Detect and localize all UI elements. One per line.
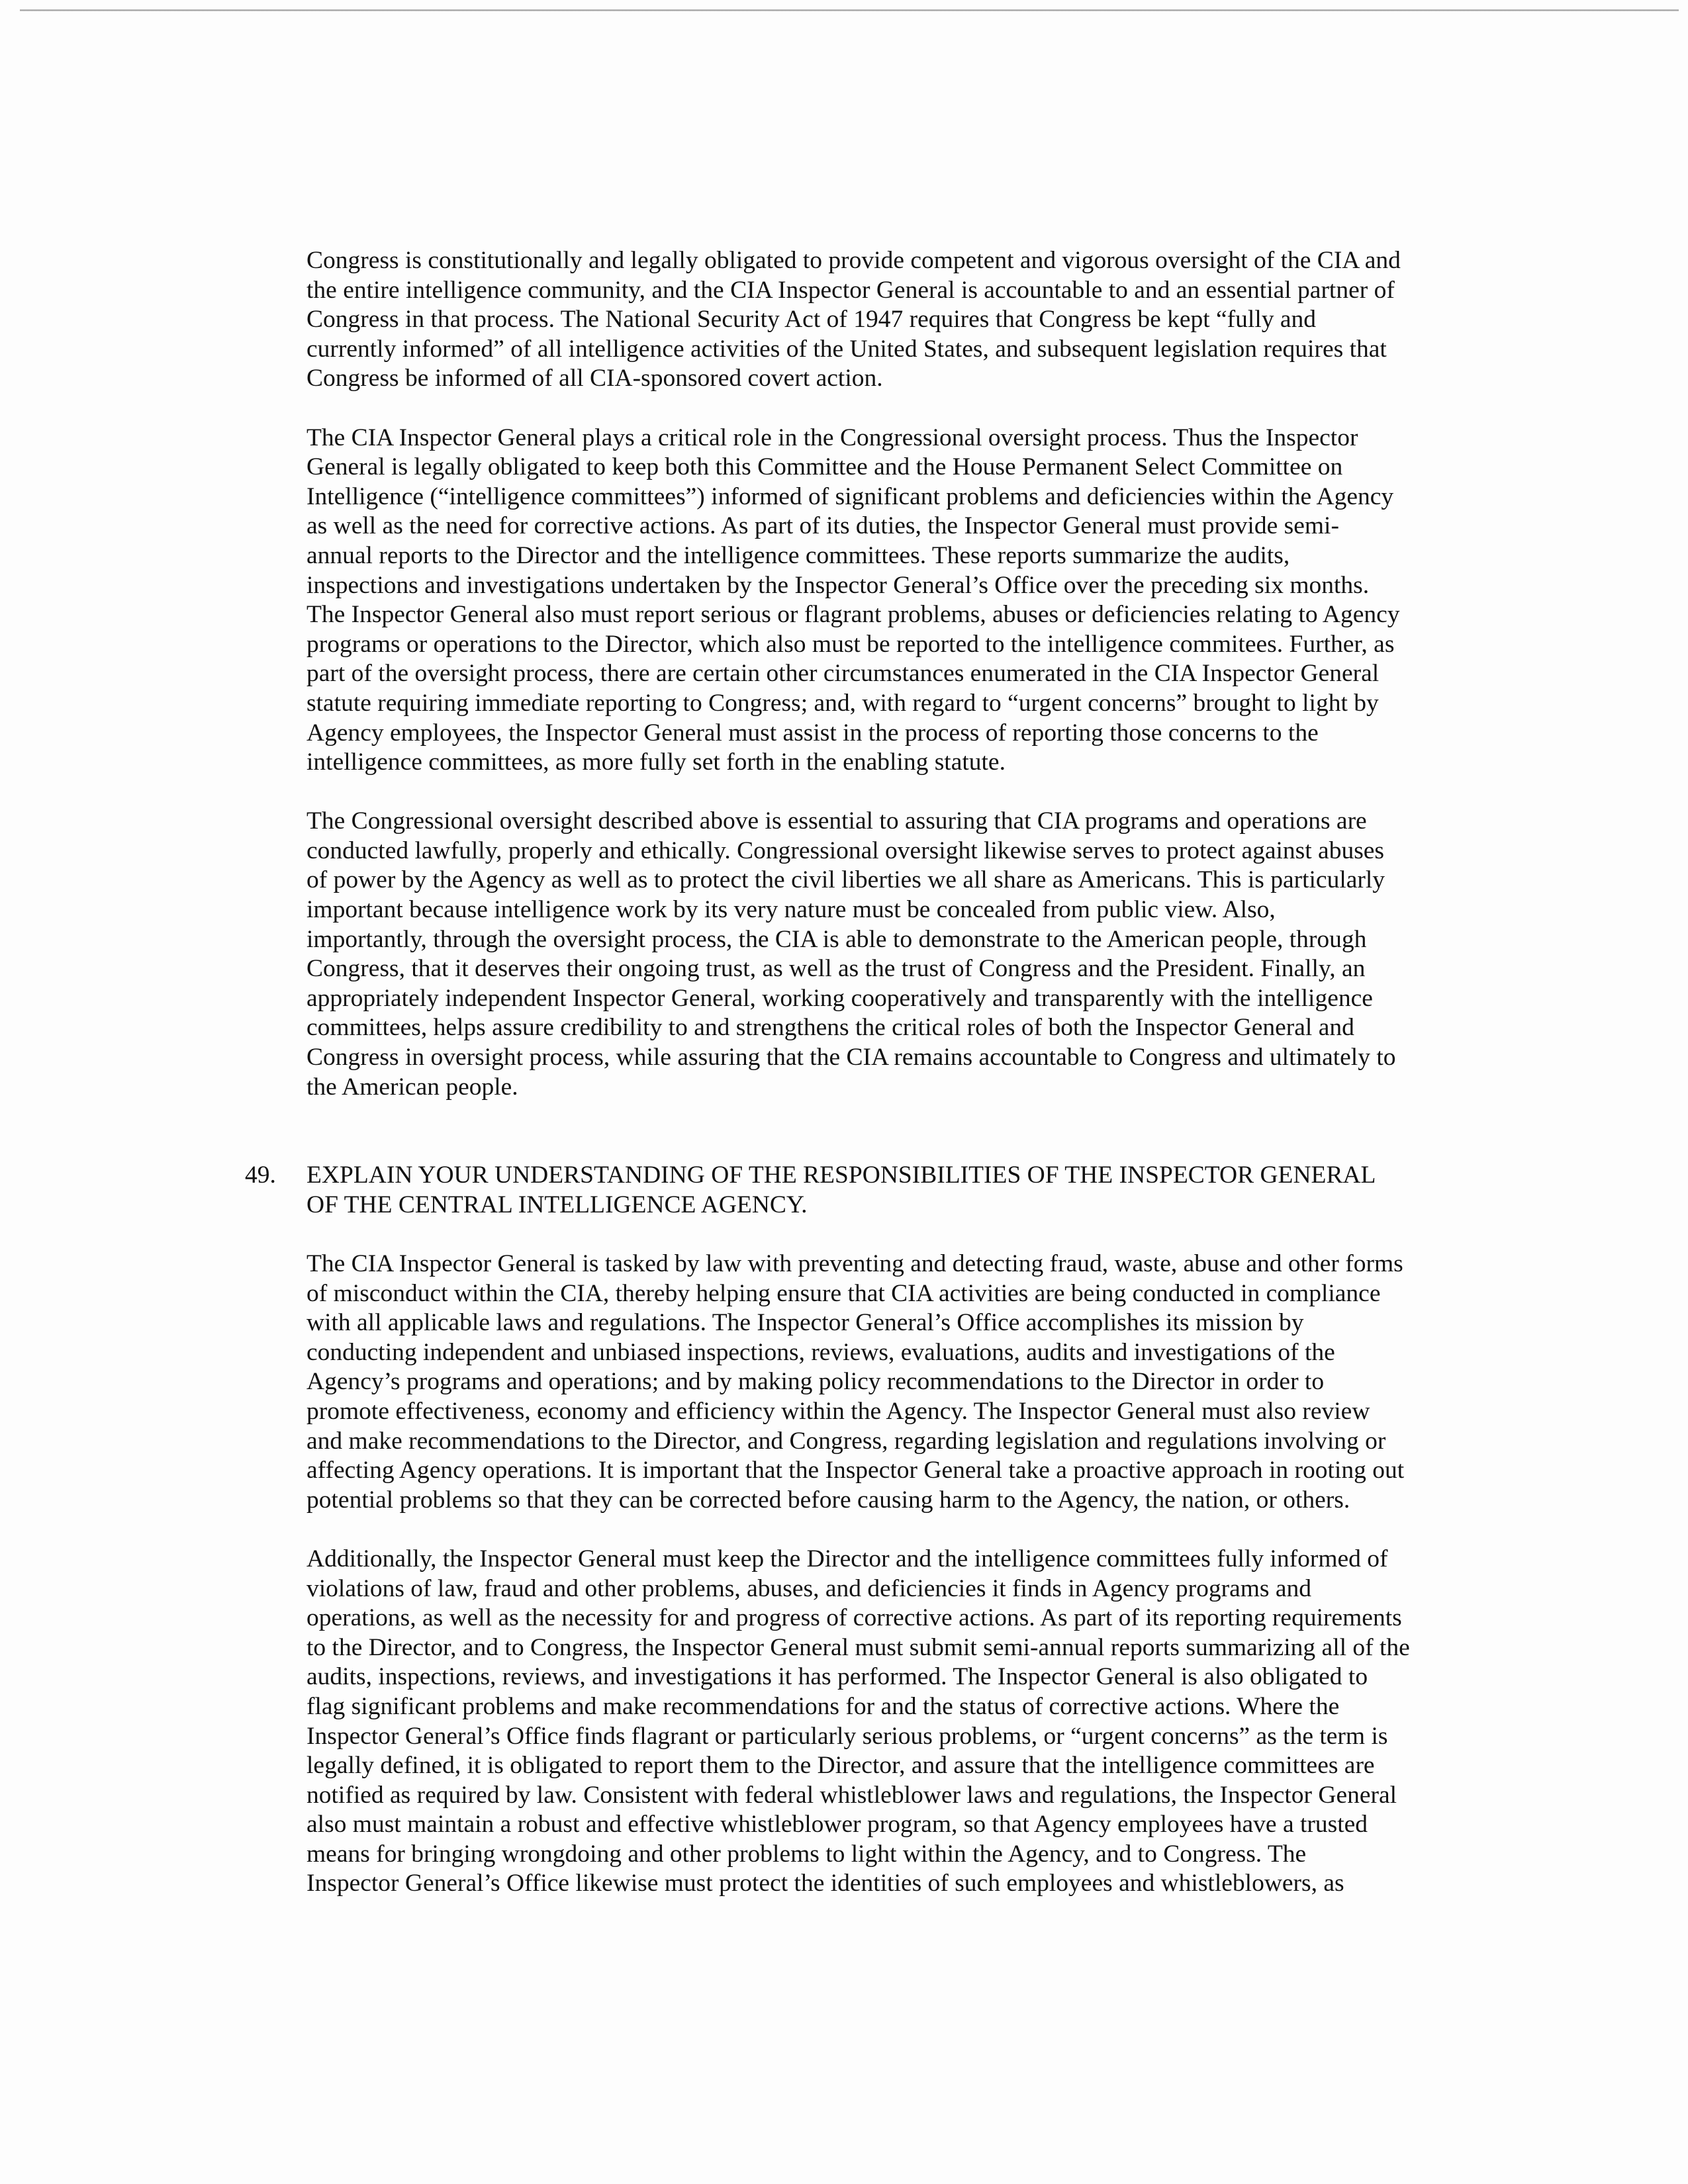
text-line: also must maintain a robust and effective whistleblower program, so that Agency employees have a trusted [306,1811,1368,1839]
text-line: Inspector General’s Office finds flagrant or particularly serious problems, or “urgent concerns” as the term is [306,1722,1388,1750]
text-line: promote effectiveness, economy and efficiency within the Agency. The Inspector General must also review [306,1397,1370,1425]
text-line: means for bringing wrongdoing and other problems to light within the Agency, and to Congress. The [306,1840,1307,1868]
text-line: flag significant problems and make recommendations for and the status of corrective actions. Where the [306,1692,1340,1720]
text-line: potential problems so that they can be corrected before causing harm to the Agency, the nation, or others. [306,1486,1350,1514]
text-line: appropriately independent Inspector General, working cooperatively and transparently with the intelligence [306,984,1373,1012]
text-line: Congress in that process. The National Security Act of 1947 requires that Congress be kept “fully and [306,306,1317,334]
document-page [245,246,1524,1929]
text-line: The CIA Inspector General plays a critical role in the Congressional oversight process. Thus the Inspector [306,424,1358,451]
text-line: committees, helps assure credibility to and strengthens the critical roles of both the Inspector General and [306,1014,1354,1042]
text-line: Additionally, the Inspector General must keep the Director and the intelligence committees fully informed of [306,1545,1388,1572]
text-line: Agency’s programs and operations; and by making policy recommendations to the Director in order to [306,1368,1325,1396]
text-line: The CIA Inspector General is tasked by law with preventing and detecting fraud, waste, abuse and other forms [306,1250,1403,1277]
heading-line: OF THE CENTRAL INTELLIGENCE AGENCY. [306,1191,808,1218]
text-line: the American people. [306,1073,518,1101]
text-line: Agency employees, the Inspector General must assist in the process of reporting those concerns to the [306,719,1319,747]
scan-top-rule [20,9,1679,11]
paragraph-ig-oversight-role [306,424,1524,778]
question-heading [306,1161,1524,1220]
question-49 [245,1161,1524,1220]
text-line: Congress in oversight process, while assuring that the CIA remains accountable to Congress and ultimately to [306,1044,1396,1071]
text-line: with all applicable laws and regulations. The Inspector General’s Office accomplishes its mission by [306,1309,1304,1337]
text-line: part of the oversight process, there are certain other circumstances enumerated in the CIA Inspector General [306,660,1380,688]
text-line: of misconduct within the CIA, thereby helping ensure that CIA activities are being conducted in compliance [306,1279,1381,1307]
text-line: to the Director, and to Congress, the Inspector General must submit semi-annual reports summarizing all of the [306,1633,1410,1661]
heading-line: EXPLAIN YOUR UNDERSTANDING OF THE RESPONSIBILITIES OF THE INSPECTOR GENERAL [306,1161,1376,1189]
text-line: General is legally obligated to keep both this Committee and the House Permanent Select Committee on [306,453,1343,481]
text-line: of power by the Agency as well as to protect the civil liberties we all share as Americans. This is particularly [306,866,1385,894]
text-line: important because intelligence work by its very nature must be concealed from public view. Also, [306,896,1276,924]
answer-section [306,1250,1524,1899]
text-line: importantly, through the oversight process, the CIA is able to demonstrate to the American people, through [306,925,1367,953]
text-line: Inspector General’s Office likewise must protect the identities of such employees and whistleblowers, as [306,1870,1344,1897]
paragraph-ig-reporting-duties [306,1545,1524,1899]
text-line: notified as required by law. Consistent with federal whistleblower laws and regulations, the Inspector General [306,1781,1397,1809]
text-line: conducting independent and unbiased inspections, reviews, evaluations, audits and investigations of the [306,1338,1335,1366]
text-line: Congress is constitutionally and legally obligated to provide competent and vigorous oversight of the CIA and [306,247,1401,274]
text-line: legally defined, it is obligated to report them to the Director, and assure that the intelligence committees are [306,1752,1375,1780]
text-line: operations, as well as the necessity for and progress of corrective actions. As part of its reporting requirements [306,1604,1402,1632]
text-line: The Congressional oversight described above is essential to assuring that CIA programs and operations are [306,807,1367,835]
text-line: currently informed” of all intelligence activities of the United States, and subsequent legislation requires that [306,335,1387,363]
text-line: Congress, that it deserves their ongoing trust, as well as the trust of Congress and the President. Finally, an [306,955,1366,983]
text-line: programs or operations to the Director, which also must be reported to the intelligence commitees. Further, as [306,630,1395,658]
text-line: The Inspector General also must report serious or flagrant problems, abuses or deficiencies relating to Agency [306,601,1400,629]
text-line: as well as the need for corrective actions. As part of its duties, the Inspector General must provide semi- [306,512,1339,540]
text-line: and make recommendations to the Director, and Congress, regarding legislation and regulations involving or [306,1427,1386,1455]
paragraph-congress-obligation [306,246,1524,394]
paragraph-oversight-essential [306,807,1524,1102]
text-line: the entire intelligence community, and the CIA Inspector General is accountable to and an essential partner of [306,276,1395,304]
text-line: Congress be informed of all CIA-sponsored covert action. [306,365,883,392]
intro-section [306,246,1524,1102]
text-line: affecting Agency operations. It is important that the Inspector General take a proactive approach in rooting out [306,1457,1405,1484]
text-line: audits, inspections, reviews, and investigations it has performed. The Inspector General is also obligated to [306,1663,1368,1691]
text-line: Intelligence (“intelligence committees”) informed of significant problems and deficiencies within the Agency [306,482,1394,510]
text-line: violations of law, fraud and other problems, abuses, and deficiencies it finds in Agency programs and [306,1574,1311,1602]
text-line: intelligence committees, as more fully set forth in the enabling statute. [306,749,1006,776]
text-line: statute requiring immediate reporting to Congress; and, with regard to “urgent concerns” brought to light by [306,689,1379,717]
text-line: annual reports to the Director and the intelligence committees. These reports summarize the audits, [306,541,1290,569]
text-line: conducted lawfully, properly and ethically. Congressional oversight likewise serves to protect against abuses [306,837,1385,864]
paragraph-ig-tasked-by-law [306,1250,1524,1515]
text-line: inspections and investigations undertaken by the Inspector General’s Office over the preceding six months. [306,571,1370,599]
question-number: 49. [245,1161,276,1189]
